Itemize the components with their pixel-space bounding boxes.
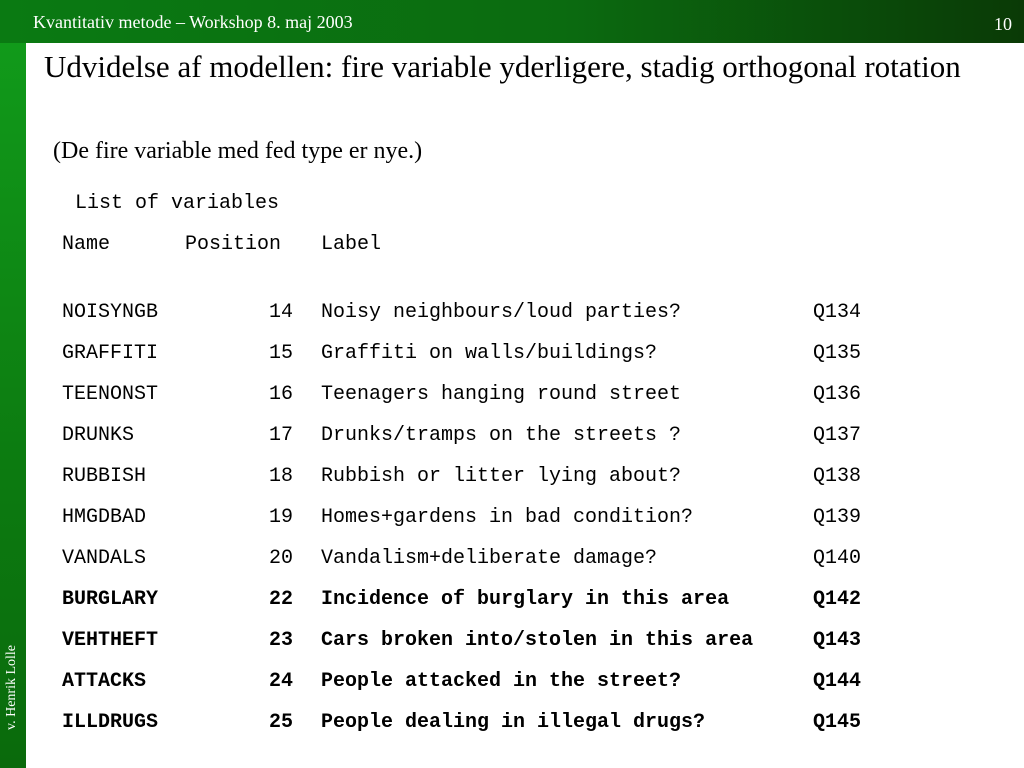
variable-question: Q145 (813, 711, 862, 734)
variable-label: Rubbish or litter lying about? (321, 465, 682, 488)
variable-position: 16 (268, 383, 293, 406)
header-title: Kvantitativ metode – Workshop 8. maj 2003 (33, 12, 353, 32)
variable-question: Q138 (813, 465, 862, 488)
column-header-label: Label (321, 233, 382, 256)
variable-question: Q135 (813, 342, 862, 365)
slide-title: Udvidelse af modellen: fire variable yderligere, stadig orthogonal rotation (44, 49, 961, 84)
variable-position: 17 (268, 424, 293, 447)
variable-question: Q143 (813, 629, 862, 652)
variable-name: HMGDBAD (62, 506, 147, 529)
variable-name: ILLDRUGS (62, 711, 159, 734)
variable-question: Q140 (813, 547, 862, 570)
variable-name: ATTACKS (62, 670, 147, 693)
variable-position: 15 (268, 342, 293, 365)
variable-label: Vandalism+deliberate damage? (321, 547, 658, 570)
variable-question: Q136 (813, 383, 862, 406)
variable-name: BURGLARY (62, 588, 159, 611)
page-number: 10 (994, 14, 1012, 34)
variable-position: 25 (268, 711, 293, 734)
variable-position: 19 (268, 506, 293, 529)
variable-name: NOISYNGB (62, 301, 159, 324)
variable-position: 14 (268, 301, 293, 324)
variable-label: Noisy neighbours/loud parties? (321, 301, 682, 324)
variable-name: DRUNKS (62, 424, 135, 447)
author-credit: v. Henrik Lolle (4, 644, 19, 730)
variable-label: Drunks/tramps on the streets ? (321, 424, 682, 447)
variable-position: 18 (268, 465, 293, 488)
variable-label: People attacked in the street? (321, 670, 682, 693)
variable-question: Q139 (813, 506, 862, 529)
variable-label: Incidence of burglary in this area (321, 588, 730, 611)
variable-name: VEHTHEFT (62, 629, 159, 652)
variable-name: VANDALS (62, 547, 147, 570)
variable-name: GRAFFITI (62, 342, 159, 365)
variable-label: Graffiti on walls/buildings? (321, 342, 658, 365)
variable-name: RUBBISH (62, 465, 147, 488)
variable-label: People dealing in illegal drugs? (321, 711, 706, 734)
variable-position: 22 (268, 588, 293, 611)
variable-name: TEENONST (62, 383, 159, 406)
variable-position: 20 (268, 547, 293, 570)
header-bar (0, 0, 1024, 43)
slide-subtitle: (De fire variable med fed type er nye.) (53, 138, 423, 164)
list-heading: List of variables (75, 192, 280, 215)
variable-question: Q134 (813, 301, 862, 324)
column-header-name: Name (62, 233, 111, 256)
variable-question: Q142 (813, 588, 862, 611)
variable-question: Q137 (813, 424, 862, 447)
variable-position: 24 (268, 670, 293, 693)
column-header-position: Position (185, 233, 282, 256)
variable-label: Teenagers hanging round street (321, 383, 682, 406)
variable-label: Cars broken into/stolen in this area (321, 629, 754, 652)
variable-question: Q144 (813, 670, 862, 693)
variable-position: 23 (268, 629, 293, 652)
variable-label: Homes+gardens in bad condition? (321, 506, 694, 529)
